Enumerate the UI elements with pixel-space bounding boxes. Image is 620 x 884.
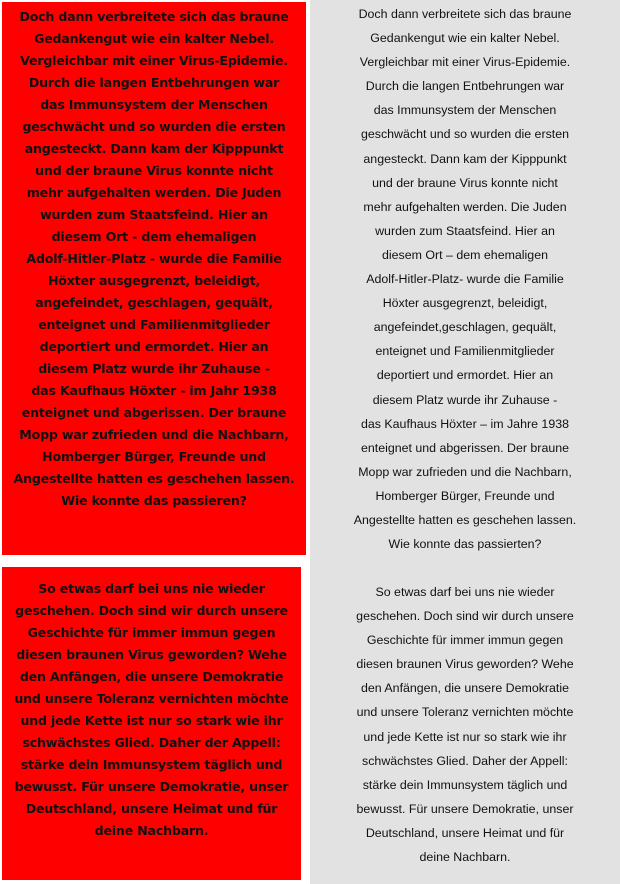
text-line: diesem Ort – dem ehemaligen [382,247,548,262]
text-line: den Anfängen, die unsere Demokratie [19,669,284,684]
text-line: Höxter ausgegrenzt, beleidigt, [382,296,548,311]
text-line: Mopp war zufrieden und die Nachbarn, [358,464,572,479]
text-line: angesteckt. Dann kam der Kipppunkt [24,141,284,156]
text-line: das Immunsystem der Menschen [373,103,557,118]
text-line: wurden zum Staatsfeind. Hier an [40,207,268,222]
text-line: mehr aufgehalten werden. Die Juden [26,185,282,200]
text-line: enteignet und abgerissen. Der braune [21,405,287,420]
text-line: Adolf-Hitler-Platz- wurde die Familie [366,272,564,287]
text-line: angesteckt. Dann kam der Kipppunkt [363,151,567,166]
text-line: wurden zum Staatsfeind. Hier an [375,223,555,238]
text-line: geschwächt und so wurden die ersten [22,119,286,134]
text-line: den Anfängen, die unsere Demokratie [360,681,570,696]
text-line: deine Nachbarn. [94,823,209,838]
text-line: Doch dann verbreitete sich das braune [19,9,289,24]
text-line: diesem Platz wurde ihr Zuhause - [372,392,558,407]
text-line: schwächstes Glied. Daher der Appell: [22,735,281,750]
text-line: Geschichte für immer immun gegen [366,633,564,648]
text-line: schwächstes Glied. Daher der Appell: [362,753,568,768]
text-line: und jede Kette ist nur so stark wie ihr [20,713,283,728]
text-line: bewusst. Für unsere Demokratie, unser [356,801,574,816]
text-line: Höxter ausgegrenzt, beleidigt, [47,273,261,288]
gray-top-text [310,2,620,556]
text-line: Homberger Bürger, Freunde und [42,449,266,464]
text-line: diesem Platz wurde ihr Zuhause - [38,361,270,376]
text-line: das Kaufhaus Höxter – im Jahre 1938 [360,416,569,431]
text-line: Wie konnte das passierten? [388,537,542,552]
text-line: diesen braunen Virus geworden? Wehe [356,657,574,672]
text-line: Angestellte hatten es geschehen lassen. [353,512,577,527]
text-line: geschwächt und so wurden die ersten [360,127,569,142]
text-line: So etwas darf bei uns nie wieder [38,581,265,596]
text-line: diesem Ort - dem ehemaligen [51,229,257,244]
red-text-panel-top [2,2,306,555]
gray-text-panel [310,0,620,884]
text-line: Gedankengut wie ein kalter Nebel. [370,31,560,46]
text-line: Homberger Bürger, Freunde und [375,488,555,503]
red-top-text [2,6,306,512]
text-line: Durch die langen Entbehrungen war [28,75,280,90]
text-line: das Kaufhaus Höxter - im Jahr 1938 [31,383,277,398]
text-line: Doch dann verbreitete sich das braune [358,7,572,21]
text-line: Deutschland, unsere Heimat und für [25,801,278,816]
text-line: mehr aufgehalten werden. Die Juden [363,199,567,214]
text-line: stärke dein Immunsystem täglich und [20,757,283,772]
text-line: Angestellte hatten es geschehen lassen. [13,471,295,486]
text-line: Durch die langen Entbehrungen war [365,79,565,94]
text-line: enteignet und Familienmitglieder [375,344,555,359]
gray-bottom-text [310,580,620,869]
text-line: diesen braunen Virus geworden? Wehe [16,647,287,662]
text-line: Geschichte für immer immun gegen [27,625,276,640]
text-line: deine Nachbarn. [419,850,511,865]
text-line: Mopp war zufrieden und die Nachbarn, [19,427,289,442]
text-line: angefeindet,geschlagen, gequält, [373,320,557,335]
text-line: So etwas darf bei uns nie wieder [375,585,555,599]
text-line: enteignet und Familienmitglieder [38,317,270,332]
text-line: angefeindet, geschlagen, gequält, [35,295,273,310]
text-line: deportiert und ermordet. Hier an [39,339,269,354]
text-line: und der braune Virus konnte nicht [372,175,558,190]
text-line: deportiert und ermordet. Hier an [376,368,554,383]
text-line: Gedankengut wie ein kalter Nebel. [34,31,274,46]
text-line: Vergleichbar mit einer Virus-Epidemie. [359,55,571,70]
text-line: und jede Kette ist nur so stark wie ihr [363,729,567,744]
text-line: Wie konnte das passieren? [61,493,247,508]
text-line: Vergleichbar mit einer Virus-Epidemie. [20,53,288,68]
text-line: bewusst. Für unsere Demokratie, unser [14,779,289,794]
text-line: und unsere Toleranz vernichten möchte [356,705,574,720]
text-line: stärke dein Immunsystem täglich und [362,777,568,792]
text-line: enteignet und abgerissen. Der braune [360,440,570,455]
text-line: das Immunsystem der Menschen [40,97,268,112]
red-bottom-text [2,578,301,842]
red-text-panel-bottom [2,567,301,880]
text-line: und unsere Toleranz vernichten möchte [14,691,289,706]
text-line: geschehen. Doch sind wir durch unsere [15,603,288,618]
text-line: und der braune Virus konnte nicht [35,163,273,178]
text-line: Deutschland, unsere Heimat und für [365,825,565,840]
text-line: Adolf-Hitler-Platz - wurde die Familie [26,251,282,266]
text-line: geschehen. Doch sind wir durch unsere [356,609,574,624]
